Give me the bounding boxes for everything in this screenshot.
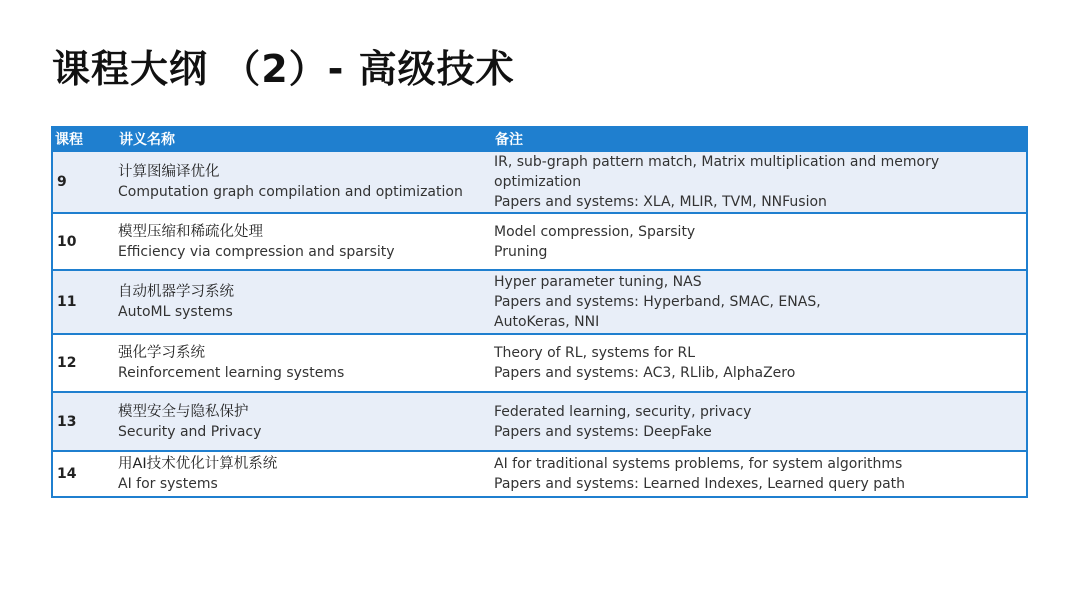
lecture-name [110,213,488,270]
table-header-row [52,127,1027,151]
course-number: 10 [52,213,110,270]
header-course: 课程 [52,127,110,151]
note-line: Pruning [494,243,548,260]
table-row [52,151,1027,213]
lecture-name-en: Efficiency via compression and sparsity [118,243,395,260]
lecture-notes [488,213,1027,270]
lecture-name [110,270,488,334]
course-outline-table [51,126,1028,498]
course-number: 13 [52,392,110,451]
course-number: 14 [52,451,110,497]
lecture-name-cn: 自动机器学习系统 [118,284,234,300]
lecture-name-en: Security and Privacy [118,423,262,440]
lecture-notes [488,151,1027,213]
table-row [52,334,1027,392]
lecture-name-en: AutoML systems [118,304,233,320]
lecture-name-cn: 计算图编译优化 [118,164,220,180]
lecture-name-en: AI for systems [118,476,218,492]
note-line: Papers and systems: AC3, RLlib, AlphaZero [494,365,796,381]
header-lecture-name: 讲义名称 [110,127,488,151]
lecture-name-cn: 用AI技术优化计算机系统 [118,456,278,472]
table-row [52,270,1027,334]
lecture-name [110,151,488,213]
lecture-notes [488,270,1027,334]
lecture-name-cn: 强化学习系统 [118,345,205,361]
table-row [52,392,1027,451]
note-line: Hyper parameter tuning, NAS [494,274,702,290]
table-row [52,213,1027,270]
lecture-notes [488,392,1027,451]
note-line: AutoKeras, NNI [494,314,600,330]
note-line: Papers and systems: Learned Indexes, Learned query path [494,476,906,492]
lecture-notes [488,334,1027,392]
lecture-name-en: Computation graph compilation and optimization [118,184,463,200]
note-line: Theory of RL, systems for RL [494,345,696,361]
lecture-name [110,334,488,392]
note-line: IR, sub-graph pattern match, Matrix multiplication and memory [494,154,940,170]
course-number: 9 [52,151,110,213]
note-line: AI for traditional systems problems, for system algorithms [494,456,903,472]
lecture-notes [488,451,1027,497]
lecture-name [110,451,488,497]
page-title: 课程大纲 （2）- 高级技术 [52,47,515,91]
note-line: Federated learning, security, privacy [494,403,752,420]
note-line: Model compression, Sparsity [494,223,696,240]
lecture-name-cn: 模型压缩和稀疏化处理 [118,223,263,240]
note-line: Papers and systems: Hyperband, SMAC, ENAS, [494,294,821,310]
course-number: 11 [52,270,110,334]
note-line: Papers and systems: DeepFake [494,423,712,440]
lecture-name-cn: 模型安全与隐私保护 [118,403,249,420]
lecture-name-en: Reinforcement learning systems [118,365,345,381]
note-line: optimization [494,174,582,190]
table-row [52,451,1027,497]
lecture-name [110,392,488,451]
header-notes: 备注 [488,127,1027,151]
course-number: 12 [52,334,110,392]
note-line: Papers and systems: XLA, MLIR, TVM, NNFusion [494,194,827,210]
